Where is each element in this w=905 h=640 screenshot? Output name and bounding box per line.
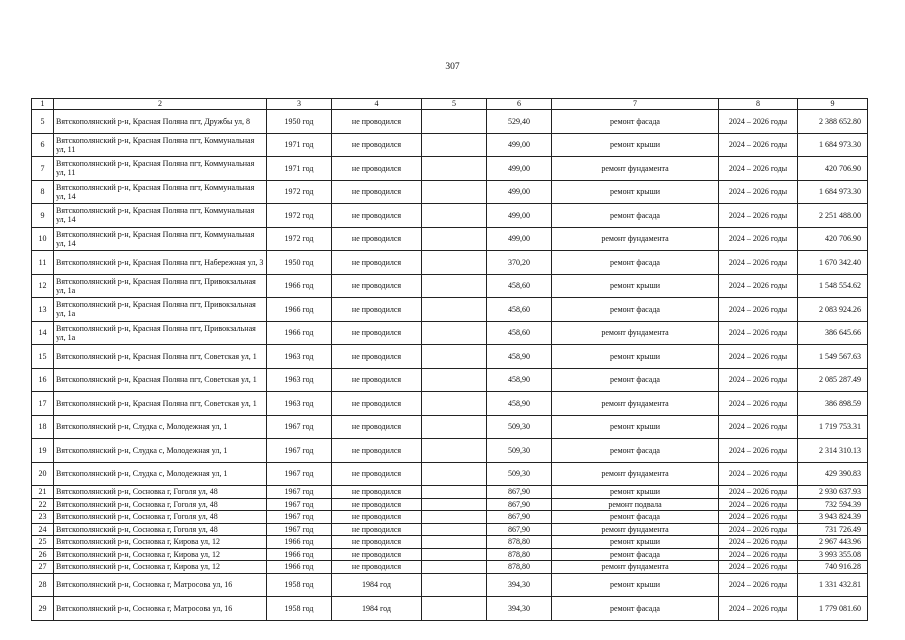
cost-cell: 2 085 287.49 [798,368,868,392]
table-row [32,536,868,549]
address-cell: Вятскополянский р-н, Слудка с, Молодежная ул, 1 [54,415,267,439]
col5-cell [422,439,487,463]
period-cell: 2024 – 2026 годы [719,548,798,561]
work-type-cell: ремонт фундамента [552,321,719,345]
cost-cell: 2 388 652.80 [798,110,868,134]
column-header: 5 [422,99,487,110]
row-number-cell: 21 [32,486,54,499]
last-repair-cell: не проводился [332,548,422,561]
table-row [32,548,868,561]
table-row [32,110,868,134]
work-type-cell: ремонт фундамента [552,462,719,486]
cost-cell: 386 645.66 [798,321,868,345]
col5-cell [422,573,487,597]
last-repair-cell: не проводился [332,561,422,574]
build-year-cell: 1966 год [267,561,332,574]
table-row [32,321,868,345]
last-repair-cell: не проводился [332,415,422,439]
table-row [32,157,868,181]
table-row [32,392,868,416]
last-repair-cell: не проводился [332,227,422,251]
cost-cell: 429 390.83 [798,462,868,486]
work-type-cell: ремонт фасада [552,439,719,463]
address-cell: Вятскополянский р-н, Сосновка г, Гоголя ул, 48 [54,498,267,511]
work-type-cell: ремонт крыши [552,486,719,499]
work-type-cell: ремонт крыши [552,133,719,157]
address-cell: Вятскополянский р-н, Сосновка г, Гоголя ул, 48 [54,486,267,499]
work-type-cell: ремонт крыши [552,536,719,549]
work-type-cell: ремонт фасада [552,204,719,228]
cost-cell: 1 719 753.31 [798,415,868,439]
col5-cell [422,227,487,251]
column-header: 8 [719,99,798,110]
row-number-cell: 28 [32,573,54,597]
work-type-cell: ремонт фундамента [552,157,719,181]
work-type-cell: ремонт фундамента [552,392,719,416]
cost-cell: 420 706.90 [798,157,868,181]
period-cell: 2024 – 2026 годы [719,536,798,549]
last-repair-cell: не проводился [332,392,422,416]
cost-cell: 2 314 310.13 [798,439,868,463]
cost-cell: 1 331 432.81 [798,573,868,597]
page-number: 307 [445,62,460,72]
area-cell: 370,20 [487,251,552,275]
last-repair-cell: не проводился [332,298,422,322]
last-repair-cell: не проводился [332,462,422,486]
build-year-cell: 1950 год [267,251,332,275]
table-row [32,204,868,228]
period-cell: 2024 – 2026 годы [719,415,798,439]
period-cell: 2024 – 2026 годы [719,180,798,204]
row-number-cell: 22 [32,498,54,511]
last-repair-cell: не проводился [332,368,422,392]
period-cell: 2024 – 2026 годы [719,392,798,416]
address-cell: Вятскополянский р-н, Красная Поляна пгт, Дружбы ул, 8 [54,110,267,134]
address-cell: Вятскополянский р-н, Слудка с, Молодежная ул, 1 [54,462,267,486]
col5-cell [422,251,487,275]
work-type-cell: ремонт крыши [552,180,719,204]
build-year-cell: 1972 год [267,180,332,204]
last-repair-cell: не проводился [332,523,422,536]
row-number-cell: 11 [32,251,54,275]
cost-cell: 1 684 973.30 [798,133,868,157]
table-row [32,597,868,621]
row-number-cell: 5 [32,110,54,134]
build-year-cell: 1966 год [267,298,332,322]
build-year-cell: 1963 год [267,392,332,416]
table-row [32,298,868,322]
row-number-cell: 27 [32,561,54,574]
address-cell: Вятскополянский р-н, Красная Поляна пгт, Привокзальная ул, 1а [54,321,267,345]
area-cell: 458,90 [487,368,552,392]
work-type-cell: ремонт крыши [552,274,719,298]
period-cell: 2024 – 2026 годы [719,439,798,463]
cost-cell: 386 898.59 [798,392,868,416]
area-cell: 867,90 [487,523,552,536]
work-type-cell: ремонт подвала [552,498,719,511]
period-cell: 2024 – 2026 годы [719,486,798,499]
col5-cell [422,523,487,536]
area-cell: 878,80 [487,536,552,549]
col5-cell [422,561,487,574]
period-cell: 2024 – 2026 годы [719,597,798,621]
work-type-cell: ремонт фасада [552,110,719,134]
col5-cell [422,110,487,134]
col5-cell [422,486,487,499]
area-cell: 458,60 [487,321,552,345]
area-cell: 529,40 [487,110,552,134]
row-number-cell: 10 [32,227,54,251]
period-cell: 2024 – 2026 годы [719,573,798,597]
build-year-cell: 1958 год [267,597,332,621]
table-row [32,345,868,369]
area-cell: 394,30 [487,573,552,597]
address-cell: Вятскополянский р-н, Красная Поляна пгт, Коммунальная ул, 14 [54,227,267,251]
period-cell: 2024 – 2026 годы [719,110,798,134]
address-cell: Вятскополянский р-н, Красная Поляна пгт, Привокзальная ул, 1а [54,298,267,322]
row-number-cell: 14 [32,321,54,345]
build-year-cell: 1967 год [267,498,332,511]
last-repair-cell: 1984 год [332,597,422,621]
build-year-cell: 1967 год [267,415,332,439]
last-repair-cell: не проводился [332,536,422,549]
cost-cell: 2 967 443.96 [798,536,868,549]
table-row [32,415,868,439]
last-repair-cell: не проводился [332,498,422,511]
col5-cell [422,321,487,345]
build-year-cell: 1958 год [267,573,332,597]
col5-cell [422,180,487,204]
col5-cell [422,298,487,322]
work-type-cell: ремонт крыши [552,415,719,439]
build-year-cell: 1971 год [267,133,332,157]
build-year-cell: 1950 год [267,110,332,134]
last-repair-cell: не проводился [332,180,422,204]
cost-cell: 740 916.28 [798,561,868,574]
row-number-cell: 9 [32,204,54,228]
period-cell: 2024 – 2026 годы [719,298,798,322]
cost-cell: 2 251 488.00 [798,204,868,228]
row-number-cell: 18 [32,415,54,439]
build-year-cell: 1971 год [267,157,332,181]
column-header: 2 [54,99,267,110]
area-cell: 499,00 [487,180,552,204]
table-row [32,251,868,275]
area-cell: 509,30 [487,462,552,486]
period-cell: 2024 – 2026 годы [719,321,798,345]
address-cell: Вятскополянский р-н, Красная Поляна пгт, Советская ул, 1 [54,392,267,416]
column-number-header-row [32,99,868,110]
period-cell: 2024 – 2026 годы [719,251,798,275]
area-cell: 458,90 [487,392,552,416]
table-row [32,486,868,499]
table-row [32,368,868,392]
address-cell: Вятскополянский р-н, Сосновка г, Кирова ул, 12 [54,561,267,574]
area-cell: 458,60 [487,298,552,322]
work-type-cell: ремонт фасада [552,511,719,524]
row-number-cell: 13 [32,298,54,322]
cost-cell: 1 779 081.60 [798,597,868,621]
build-year-cell: 1963 год [267,368,332,392]
period-cell: 2024 – 2026 годы [719,345,798,369]
area-cell: 867,90 [487,511,552,524]
col5-cell [422,345,487,369]
row-number-cell: 17 [32,392,54,416]
area-cell: 458,90 [487,345,552,369]
last-repair-cell: не проводился [332,439,422,463]
build-year-cell: 1967 год [267,511,332,524]
cost-cell: 732 594.39 [798,498,868,511]
address-cell: Вятскополянский р-н, Красная Поляна пгт, Коммунальная ул, 11 [54,133,267,157]
register-table [31,98,868,621]
last-repair-cell: не проводился [332,345,422,369]
work-type-cell: ремонт крыши [552,573,719,597]
build-year-cell: 1963 год [267,345,332,369]
period-cell: 2024 – 2026 годы [719,462,798,486]
period-cell: 2024 – 2026 годы [719,133,798,157]
table-row [32,498,868,511]
row-number-cell: 8 [32,180,54,204]
last-repair-cell: не проводился [332,511,422,524]
column-header: 4 [332,99,422,110]
area-cell: 394,30 [487,597,552,621]
table-row [32,462,868,486]
row-number-cell: 16 [32,368,54,392]
col5-cell [422,392,487,416]
build-year-cell: 1967 год [267,439,332,463]
area-cell: 499,00 [487,227,552,251]
row-number-cell: 26 [32,548,54,561]
cost-cell: 420 706.90 [798,227,868,251]
table-row [32,523,868,536]
cost-cell: 1 549 567.63 [798,345,868,369]
cost-cell: 1 548 554.62 [798,274,868,298]
work-type-cell: ремонт фасада [552,548,719,561]
col5-cell [422,498,487,511]
work-type-cell: ремонт фасада [552,597,719,621]
address-cell: Вятскополянский р-н, Красная Поляна пгт, Коммунальная ул, 14 [54,180,267,204]
last-repair-cell: не проводился [332,157,422,181]
area-cell: 878,80 [487,548,552,561]
address-cell: Вятскополянский р-н, Сосновка г, Кирова ул, 12 [54,548,267,561]
period-cell: 2024 – 2026 годы [719,498,798,511]
col5-cell [422,368,487,392]
period-cell: 2024 – 2026 годы [719,274,798,298]
last-repair-cell: не проводился [332,251,422,275]
table-row [32,227,868,251]
column-header: 9 [798,99,868,110]
address-cell: Вятскополянский р-н, Сосновка г, Матросова ул, 16 [54,573,267,597]
row-number-cell: 12 [32,274,54,298]
row-number-cell: 25 [32,536,54,549]
area-cell: 499,00 [487,204,552,228]
area-cell: 499,00 [487,133,552,157]
period-cell: 2024 – 2026 годы [719,523,798,536]
area-cell: 509,30 [487,439,552,463]
row-number-cell: 20 [32,462,54,486]
area-cell: 867,90 [487,486,552,499]
area-cell: 867,90 [487,498,552,511]
work-type-cell: ремонт фасада [552,251,719,275]
area-cell: 458,60 [487,274,552,298]
col5-cell [422,548,487,561]
table-row [32,573,868,597]
cost-cell: 1 684 973.30 [798,180,868,204]
col5-cell [422,274,487,298]
row-number-cell: 24 [32,523,54,536]
row-number-cell: 23 [32,511,54,524]
cost-cell: 3 993 355.08 [798,548,868,561]
build-year-cell: 1966 год [267,536,332,549]
address-cell: Вятскополянский р-н, Красная Поляна пгт, Советская ул, 1 [54,368,267,392]
last-repair-cell: 1984 год [332,573,422,597]
col5-cell [422,133,487,157]
column-header: 3 [267,99,332,110]
row-number-cell: 7 [32,157,54,181]
cost-cell: 3 943 824.39 [798,511,868,524]
table-row [32,274,868,298]
address-cell: Вятскополянский р-н, Красная Поляна пгт, Привокзальная ул, 1а [54,274,267,298]
last-repair-cell: не проводился [332,110,422,134]
col5-cell [422,157,487,181]
table-row [32,439,868,463]
period-cell: 2024 – 2026 годы [719,561,798,574]
work-type-cell: ремонт фундамента [552,227,719,251]
area-cell: 499,00 [487,157,552,181]
last-repair-cell: не проводился [332,321,422,345]
work-type-cell: ремонт крыши [552,345,719,369]
address-cell: Вятскополянский р-н, Сосновка г, Гоголя ул, 48 [54,523,267,536]
build-year-cell: 1967 год [267,462,332,486]
address-cell: Вятскополянский р-н, Слудка с, Молодежная ул, 1 [54,439,267,463]
column-header: 1 [32,99,54,110]
work-type-cell: ремонт фундамента [552,561,719,574]
col5-cell [422,415,487,439]
table-row [32,180,868,204]
col5-cell [422,204,487,228]
address-cell: Вятскополянский р-н, Красная Поляна пгт, Советская ул, 1 [54,345,267,369]
cost-cell: 2 083 924.26 [798,298,868,322]
period-cell: 2024 – 2026 годы [719,511,798,524]
build-year-cell: 1966 год [267,321,332,345]
build-year-cell: 1966 год [267,548,332,561]
row-number-cell: 29 [32,597,54,621]
cost-cell: 1 670 342.40 [798,251,868,275]
period-cell: 2024 – 2026 годы [719,368,798,392]
area-cell: 509,30 [487,415,552,439]
build-year-cell: 1967 год [267,523,332,536]
cost-cell: 731 726.49 [798,523,868,536]
address-cell: Вятскополянский р-н, Сосновка г, Гоголя ул, 48 [54,511,267,524]
row-number-cell: 15 [32,345,54,369]
row-number-cell: 6 [32,133,54,157]
table-row [32,561,868,574]
work-type-cell: ремонт фасада [552,298,719,322]
column-header: 6 [487,99,552,110]
address-cell: Вятскополянский р-н, Красная Поляна пгт, Коммунальная ул, 11 [54,157,267,181]
table-row [32,133,868,157]
work-type-cell: ремонт фасада [552,368,719,392]
period-cell: 2024 – 2026 годы [719,204,798,228]
col5-cell [422,597,487,621]
last-repair-cell: не проводился [332,274,422,298]
last-repair-cell: не проводился [332,204,422,228]
area-cell: 878,80 [487,561,552,574]
cost-cell: 2 930 637.93 [798,486,868,499]
col5-cell [422,511,487,524]
period-cell: 2024 – 2026 годы [719,157,798,181]
row-number-cell: 19 [32,439,54,463]
address-cell: Вятскополянский р-н, Красная Поляна пгт, Набережная ул, 3 [54,251,267,275]
last-repair-cell: не проводился [332,486,422,499]
column-header: 7 [552,99,719,110]
build-year-cell: 1967 год [267,486,332,499]
build-year-cell: 1966 год [267,274,332,298]
col5-cell [422,462,487,486]
build-year-cell: 1972 год [267,204,332,228]
table-row [32,511,868,524]
address-cell: Вятскополянский р-н, Сосновка г, Матросова ул, 16 [54,597,267,621]
address-cell: Вятскополянский р-н, Сосновка г, Кирова ул, 12 [54,536,267,549]
work-type-cell: ремонт фундамента [552,523,719,536]
col5-cell [422,536,487,549]
address-cell: Вятскополянский р-н, Красная Поляна пгт, Коммунальная ул, 14 [54,204,267,228]
last-repair-cell: не проводился [332,133,422,157]
period-cell: 2024 – 2026 годы [719,227,798,251]
build-year-cell: 1972 год [267,227,332,251]
